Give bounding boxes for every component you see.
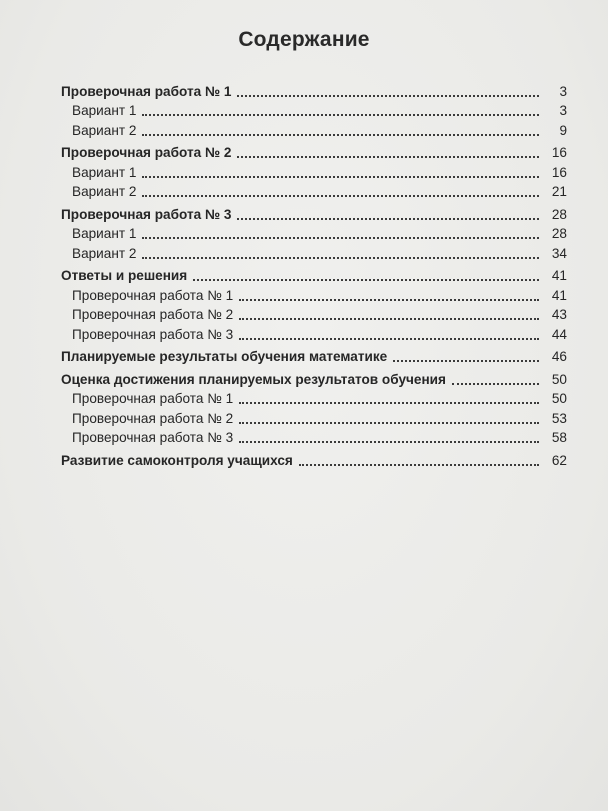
- toc-entry-page: 3: [559, 103, 567, 118]
- toc-entry-page: 58: [551, 430, 567, 445]
- dot-leader: [142, 195, 539, 197]
- toc-entry: [61, 304, 567, 324]
- dot-leader: [239, 299, 539, 301]
- toc-entry-page: 21: [551, 184, 567, 199]
- dot-leader: [142, 114, 539, 116]
- toc-entry: [61, 284, 567, 304]
- toc-entry-page: 3: [559, 83, 567, 99]
- toc-entry-page: 41: [551, 268, 567, 283]
- toc-entry-title: Проверочная работа № 1: [72, 391, 234, 406]
- toc-entry-page: 16: [551, 145, 567, 160]
- toc-entry-page: 62: [551, 452, 567, 468]
- toc-entry: [61, 100, 567, 120]
- dot-leader: [239, 422, 539, 424]
- toc-entry-title: Проверочная работа № 3: [72, 326, 234, 342]
- toc-entry-title: Вариант 2: [72, 184, 137, 199]
- toc-entry-title: Вариант 1: [72, 226, 137, 241]
- toc-entry-page: 41: [551, 287, 567, 303]
- toc-entry-page: 50: [551, 391, 567, 406]
- dot-leader: [299, 464, 539, 466]
- toc-entry: [61, 203, 567, 223]
- dot-leader: [239, 318, 539, 320]
- toc-entry-title: Вариант 2: [72, 122, 137, 138]
- dot-leader: [237, 218, 539, 220]
- table-of-contents: [61, 80, 567, 469]
- toc-entry-page: 34: [551, 245, 567, 261]
- toc-entry-page: 9: [559, 122, 567, 138]
- toc-entry-page: 44: [551, 326, 567, 342]
- toc-entry: [61, 119, 567, 139]
- dot-leader: [237, 95, 539, 97]
- page-title: Содержание: [238, 28, 370, 51]
- toc-entry-title: Проверочная работа № 3: [61, 206, 232, 222]
- toc-entry-title: Вариант 2: [72, 245, 137, 261]
- toc-entry: [61, 80, 567, 100]
- toc-entry: [61, 265, 567, 285]
- dot-leader: [239, 441, 539, 443]
- toc-entry-title: Проверочная работа № 3: [72, 430, 234, 445]
- toc-entry-title: Проверочная работа № 2: [72, 410, 234, 426]
- dot-leader: [142, 237, 539, 239]
- dot-leader: [142, 257, 539, 259]
- toc-entry-title: Планируемые результаты обучения математике: [61, 349, 388, 364]
- toc-entry-page: 43: [551, 307, 567, 322]
- toc-entry-title: Развитие самоконтроля учащихся: [61, 452, 293, 468]
- toc-entry-title: Проверочная работа № 1: [72, 287, 234, 303]
- toc-entry: [61, 407, 567, 427]
- dot-leader: [239, 338, 539, 340]
- toc-entry: [61, 142, 567, 162]
- dot-leader: [237, 156, 539, 158]
- toc-entry-title: Оценка достижения планируемых результатов обучения: [61, 371, 446, 387]
- toc-entry: [61, 242, 567, 262]
- dot-leader: [239, 402, 539, 404]
- toc-entry: [61, 388, 567, 408]
- dot-leader: [193, 279, 539, 281]
- toc-entry-title: Вариант 1: [72, 164, 137, 180]
- toc-entry-title: Ответы и решения: [61, 268, 188, 283]
- toc-entry-page: 28: [551, 206, 567, 222]
- toc-entry-title: Проверочная работа № 2: [72, 307, 234, 322]
- toc-entry-title: Вариант 1: [72, 103, 137, 118]
- toc-entry-page: 53: [551, 410, 567, 426]
- toc-entry-title: Проверочная работа № 1: [61, 83, 232, 99]
- toc-entry: [61, 323, 567, 343]
- toc-entry: [61, 368, 567, 388]
- toc-entry-page: 28: [551, 226, 567, 241]
- dot-leader: [142, 176, 539, 178]
- toc-entry: [61, 427, 567, 447]
- dot-leader: [393, 360, 539, 362]
- toc-entry: [61, 449, 567, 469]
- toc-entry-title: Проверочная работа № 2: [61, 145, 232, 160]
- toc-entry-page: 16: [551, 164, 567, 180]
- dot-leader: [142, 134, 539, 136]
- toc-entry: [61, 181, 567, 201]
- toc-entry-page: 50: [551, 371, 567, 387]
- toc-entry: [61, 223, 567, 243]
- dot-leader: [452, 383, 539, 385]
- toc-entry: [61, 346, 567, 366]
- toc-entry-page: 46: [551, 349, 567, 364]
- toc-entry: [61, 161, 567, 181]
